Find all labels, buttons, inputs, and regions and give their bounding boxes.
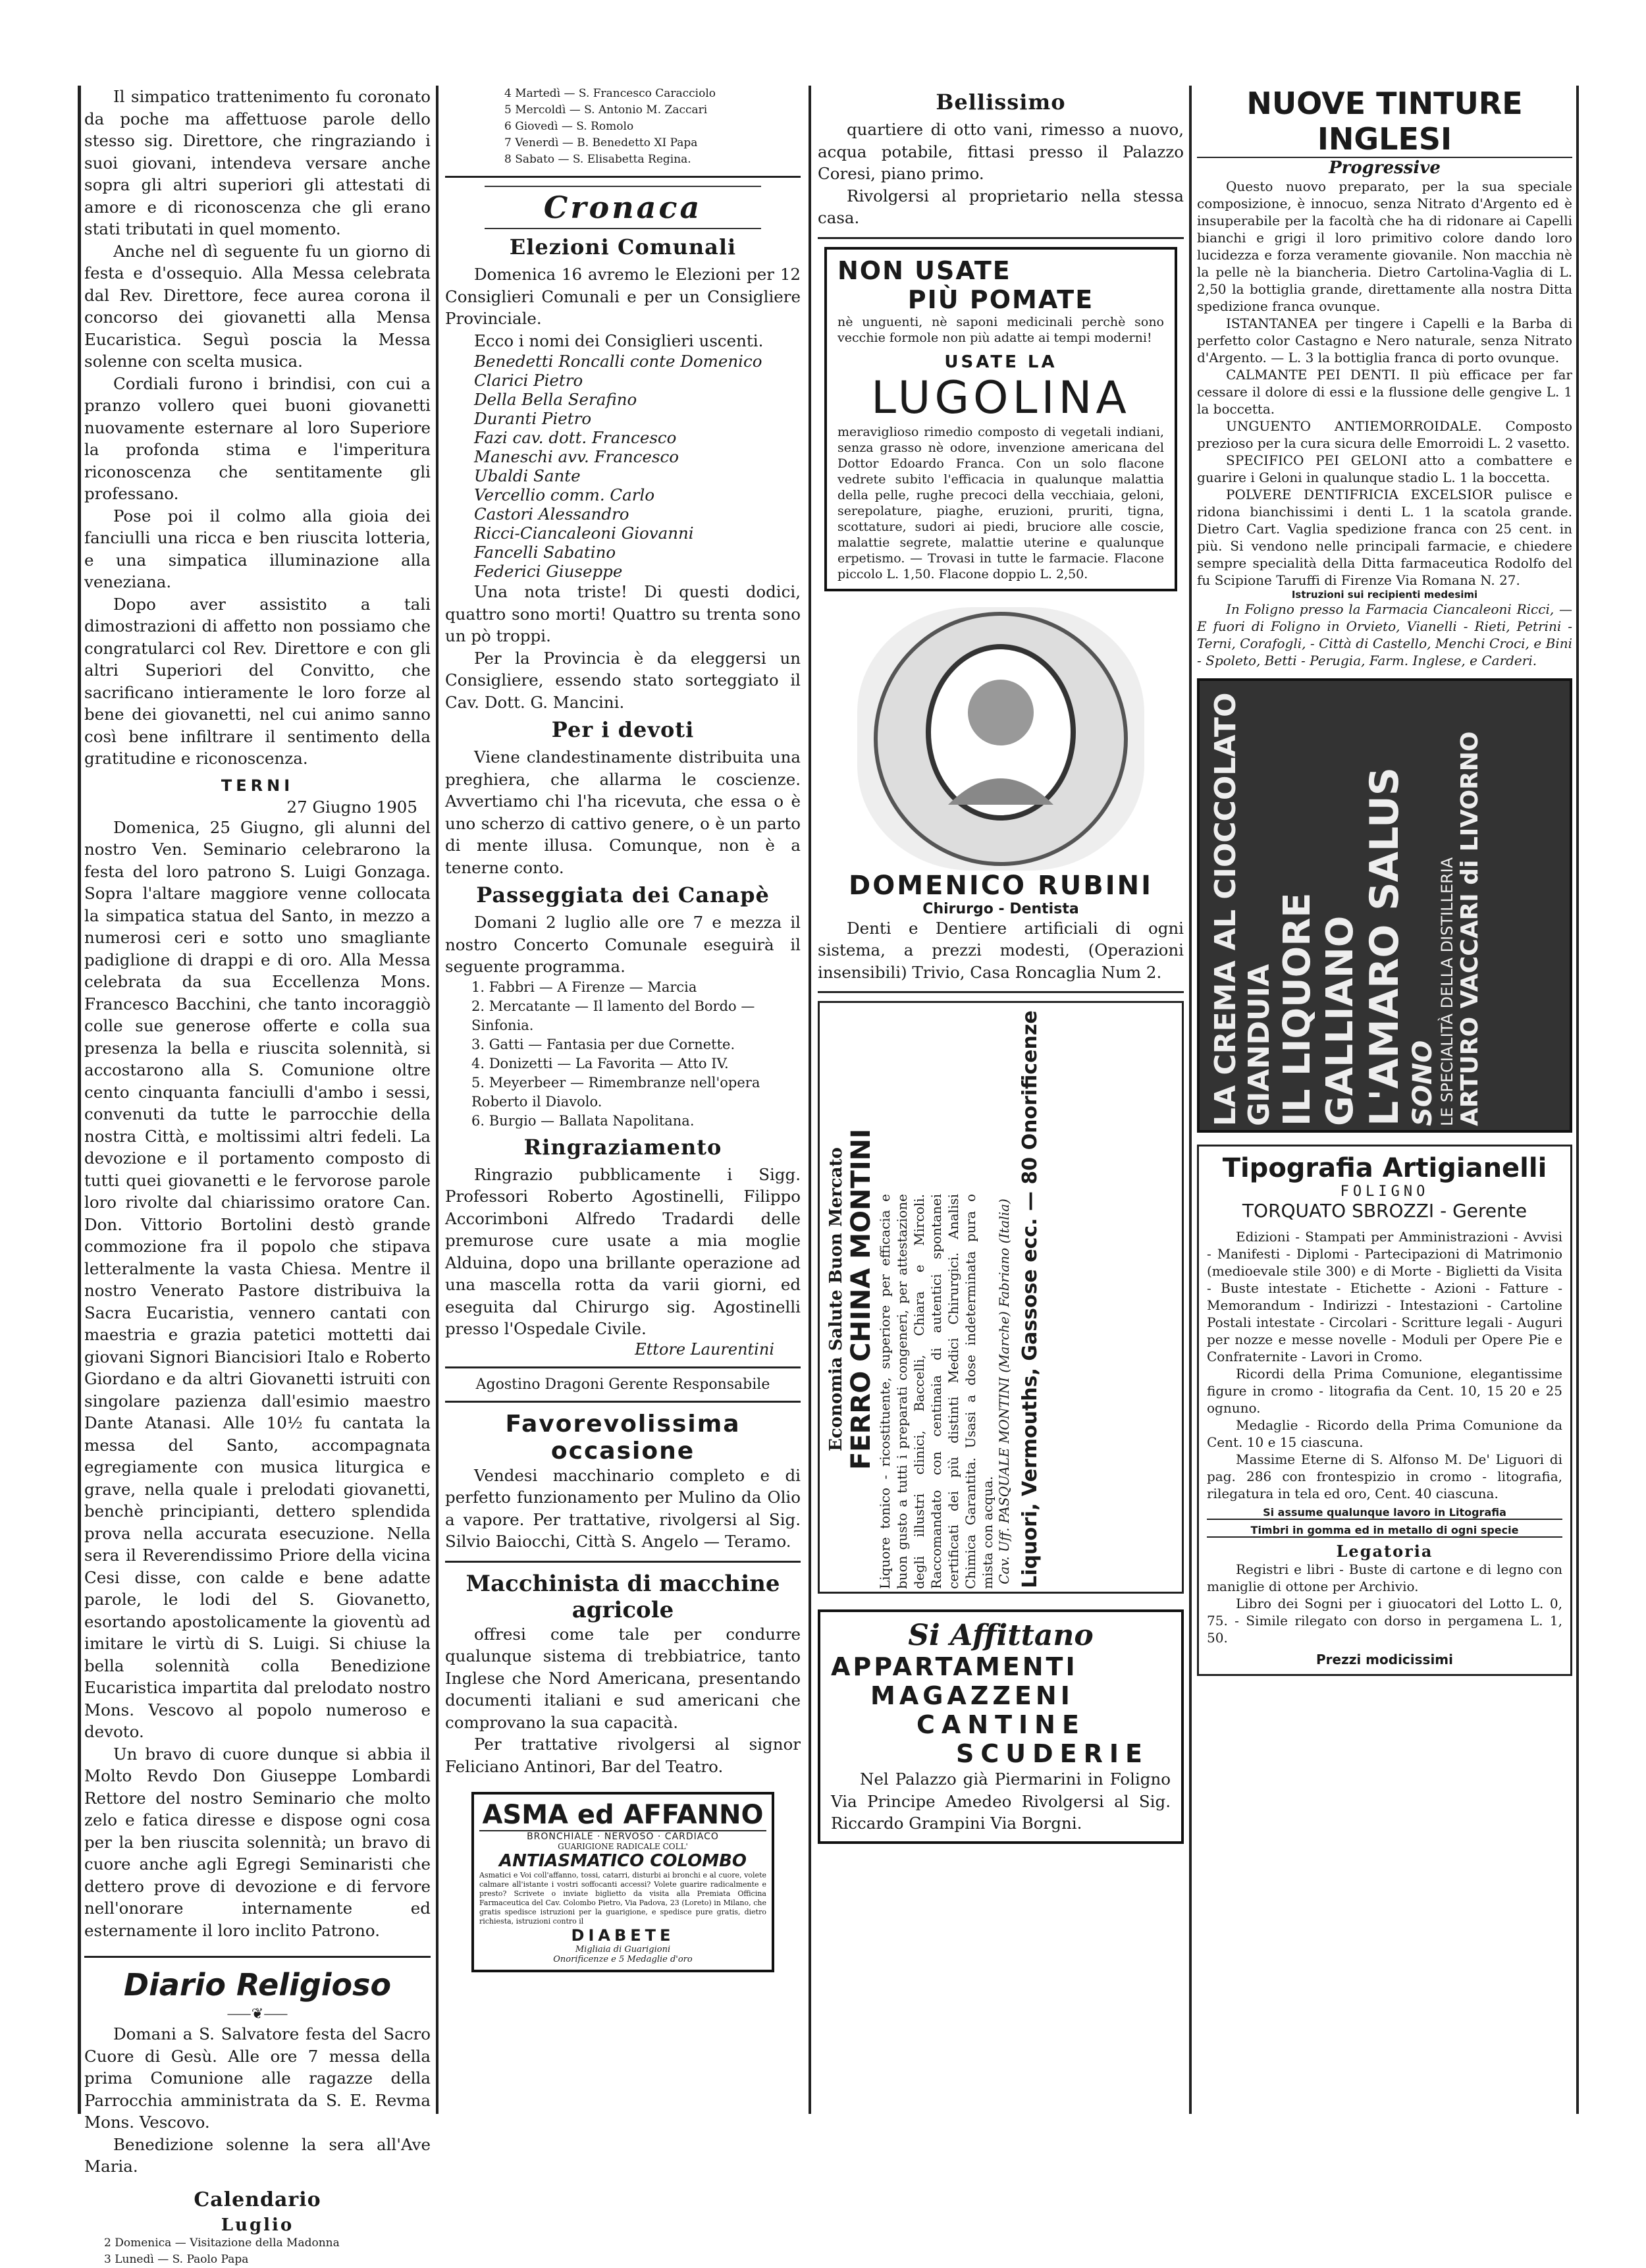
rotated-ad-content [820, 1003, 1186, 1596]
column-1 [84, 86, 431, 2268]
calendar-item: 5 Mercoldì — S. Antonio M. Zaccari [504, 103, 708, 117]
paragraph: Pose poi il colmo alla gioia dei fanciulli una ricca e ben riuscita lotteria, e una simpatica illuminazione alla veneziana. [84, 506, 431, 591]
diario-title: Diario Religioso [123, 1967, 392, 2003]
paragraph: Viene clandestinamente distribuita una preghiera, che allarma le coscienze. Avvertiamo chi l'ha ricevuta, che essa o è uno scherzo di cattivo genere, o è un parto di mente illusa. Comunque, non è a tenerne conto. [445, 747, 801, 877]
list-item: Vercellio comm. Carlo [474, 485, 655, 504]
paragraph: Domenica 16 avremo le Elezioni per 12 Consiglieri Comunali e per un Consigliere Provinciale. [445, 265, 801, 328]
paragraph: Medaglie - Ricordo della Prima Comunione da Cent. 10 e 15 ciascuna. [1207, 1417, 1562, 1450]
list-item: 1. Fabbri — A Firenze — Marcia [471, 979, 697, 995]
ad-line: CANTINE [916, 1710, 1086, 1739]
divider [445, 1366, 801, 1368]
portrait-illustration [857, 607, 1144, 871]
section-title: Passeggiata dei Canapè [476, 882, 770, 907]
list-item: 2. Mercatante — Il lamento del Bordo — Sinfonia. [471, 998, 755, 1033]
ad-line: IL LIQUORE GALLIANO [1276, 892, 1362, 1126]
list-item: Della Bella Serafino [474, 390, 637, 409]
calendar-item: 8 Sabato — S. Elisabetta Regina. [504, 153, 691, 166]
ad-title: PIÙ POMATE [907, 284, 1094, 314]
ad-text: meraviglioso rimedio composto di vegetali indiani, senza grasso nè odore, invenzione americana del Dottor Edoardo Franca. Con un solo flacone vedrete subito l'efficacia in qualunque malattia della pelle, rughe precoci della vecchiaia, geloni, serepolature, piaghe, eruzioni, pruriti, tigna, scottature, sudori ai piedi, bruciore alle coscie, malattie segrete, malattie uterine e qualunque erpetismo. — Trovasi in tutte le farmacie. Flacone piccolo L. 1,50. Flacone doppio L. 2,50. [837, 424, 1164, 581]
paragraph: CALMANTE PEI DENTI. Il più efficace per far cessare il dolore di essi e la flussione delle gengive L. 1 la boccetta. [1197, 367, 1572, 417]
column-rule [78, 86, 81, 2114]
ad-line: L'AMARO SALUS [1362, 767, 1408, 1126]
ad-subtitle: BRONCHIALE · NERVOSO · CARDIACO [527, 1831, 719, 1842]
ad-note: Si assume qualunque lavoro in Litografia [1207, 1506, 1562, 1520]
ad-subtitle: GUARIGIONE RADICALE COLL' [558, 1842, 688, 1851]
paragraph: Benedizione solenne la sera all'Ave Maria. [84, 2134, 431, 2176]
divider [445, 176, 801, 178]
paragraph: Denti e Dentiere artificiali di ogni sistema, a prezzi modesti, (Operazioni insensibili) Trivio, Casa Roncaglia Num 2. [818, 918, 1184, 982]
paragraph: Registri e libri - Buste di cartone e di legno con maniglie di ottone per Archivio. [1207, 1561, 1562, 1594]
signature: Ettore Laurentini [635, 1339, 774, 1359]
paragraph: Ringrazio pubblicamente i Sigg. Professori Roberto Agostinelli, Filippo Accorimboni Alfredo Tradardi delle premurose cure usate a mia moglie Alduina, dopo una brillante operazione ad una mascella rotta da varii giorni, ed eseguita dal Chirurgo sig. Agostinelli presso l'Ospedale Civile. [445, 1164, 801, 1338]
divider [84, 1956, 431, 1958]
ad-title: NON USATE [837, 256, 1011, 285]
calendar-item: 7 Venerdì — B. Benedetto XI Papa [504, 136, 698, 149]
ad-address: Cav. Uff. PASQUALE MONTINI (Marche) Fabriano (Italia) [996, 1199, 1012, 1584]
calendar-title: Calendario [194, 2188, 321, 2211]
list-item: 4. Donizetti — La Favorita — Atto IV. [471, 1055, 729, 1071]
section-title: Per i devoti [551, 717, 695, 742]
calendar-item: 2 Domenica — Visitazione della Madonna [104, 2236, 340, 2250]
ad-line: ARTURO VACCARI di LIVORNO [1456, 731, 1483, 1126]
paragraph: Ricordi della Prima Comunione, elegantissime figure in cromo - litografia da Cent. 10, 15 20 e 25 ognuno. [1207, 1366, 1562, 1416]
ad-subtitle: Chirurgo - Dentista [922, 900, 1079, 917]
paragraph: Una nota triste! Di questi dodici, quattro sono morti! Quattro su trenta sono un pò troppi. [445, 582, 801, 645]
divider [445, 1401, 801, 1403]
paragraph: Domani 2 luglio alle ore 7 e mezza il nostro Concerto Comunale eseguirà il seguente programma. [445, 913, 801, 976]
paragraph: ISTANTANEA per tingere i Capelli e la Barba di perfetto color Castagno e Nero naturale, senza Nitrato d'Argento. — L. 3 la bottiglia franca di porto ovunque. [1197, 315, 1572, 365]
ad-title: Macchinista di macchine agricole [465, 1570, 780, 1623]
ad-line: LE SPECIALITÀ DELLA DISTILLERIA [1438, 857, 1456, 1126]
column-rule [1576, 86, 1579, 2114]
list-item: Federici Giuseppe [474, 562, 623, 581]
ad-footer: Migliaia di Guarigioni [575, 1945, 671, 1955]
paragraph: Per trattative rivolgersi al signor Feliciano Antinori, Bar del Teatro. [445, 1735, 801, 1776]
column-4 [1197, 86, 1572, 1676]
column-3 [818, 86, 1184, 1844]
list-item: Duranti Pietro [474, 409, 592, 428]
list-item: Maneschi avv. Francesco [474, 447, 679, 466]
ad-title: Bellissimo [936, 90, 1066, 115]
ad-footer: Prezzi modicissimi [1315, 1652, 1453, 1667]
paragraph: Il simpatico trattenimento fu coronato da poche ma affettuose parole dello stesso sig. Direttore, che ringraziando i suoi giovani, intendeva versare anche sopra gli altri superiori gli attestati di amore e di riconoscenza che gli erano stati tributati in quel momento. [84, 87, 431, 238]
ad-subtitle: TORQUATO SBROZZI - Gerente [1242, 1200, 1527, 1222]
paragraph: Per la Provincia è da eleggersi un Consigliere, essendo stato sorteggiato il Cav. Dott. G. Mancini. [445, 648, 801, 712]
paragraph: Libro dei Sogni per i giuocatori del Lotto L. 0, 75. - Simile rilegato con dorso in pergamena L. 1, 50. [1207, 1596, 1562, 1646]
ad-product: ANTIASMATICO COLOMBO [498, 1851, 747, 1871]
paragraph: Domani a S. Salvatore festa del Sacro Cuore di Gesù. Alle ore 7 messa della prima Comunione alle ragazze della Parrocchia amministrata da S. E. Revma Mons. Vescovo. [84, 2024, 431, 2132]
ad-title: NUOVE TINTURE INGLESI [1197, 86, 1572, 158]
calendar-list [84, 2235, 431, 2268]
paragraph: In Foligno presso la Farmacia Ciancaleoni Ricci, — E fuori di Foligno in Orvieto, Vianelli - Rieti, Petrini - Terni, Corafogli, - Città di Castello, Menchi Croci, e Bini - Spoleto, Betti - Perugia, Farm. Inglese, e Carderi. [1197, 601, 1572, 668]
ad-line: SONO [1408, 1040, 1438, 1126]
divider [818, 991, 1184, 993]
ad-note: Istruzioni sui recipienti medesimi [1291, 589, 1478, 601]
list-item: 6. Burgio — Ballata Napolitana. [471, 1112, 695, 1129]
ad-product: DIABETE [571, 1926, 675, 1945]
terni-date: 27 Giugno 1905 [286, 797, 417, 817]
montini-ad [818, 1001, 1184, 1594]
list-item: Fancelli Sabatino [474, 543, 616, 562]
calendar-item: 6 Giovedì — S. Romolo [504, 120, 634, 133]
ad-title: FERRO CHINA MONTINI [846, 1128, 876, 1471]
ad-header: Economia Salute Buon Mercato [826, 1147, 846, 1451]
ad-line: MAGAZZENI [870, 1681, 1074, 1710]
ad-title: Si Affittano [908, 1619, 1094, 1652]
cronaca-banner: Cronaca [485, 186, 761, 229]
ad-text: nè unguenti, nè saponi medicinali perchè sono vecchie formole non più adatte ai tempi moderni! [837, 314, 1164, 345]
list-item: Ricci-Ciancaleoni Giovanni [474, 524, 694, 543]
column-rule [809, 86, 811, 2114]
gerente-line: Agostino Dragoni Gerente Responsabile [475, 1376, 770, 1393]
column-2 [445, 86, 801, 1972]
ornament: ⸺❦⸺ [226, 2006, 288, 2022]
paragraph: Edizioni - Stampati per Amministrazioni - Avvisi - Manifesti - Diplomi - Partecipazioni di Matrimonio (medioevale stile 300) e di Morte - Biglietti da Visita - Buste intestate - Etichette - Azioni - Fatture - Memorandum - Indirizzi - Intestazioni - Cartoline Postali intestate - Circolari - Scritture legali - Auguri per nozze e messe novelle - Moduli per Opere Pie e Confraternite - Lavori in Cromo. [1207, 1229, 1562, 1364]
list-item: Castori Alessandro [474, 504, 629, 524]
ad-line: APPARTAMENTI [831, 1652, 1078, 1681]
column-rule [436, 86, 438, 2114]
ad-product: LUGOLINA [871, 371, 1130, 424]
lugolina-ad [824, 247, 1177, 591]
ad-note: Timbri in gomma ed in metallo di ogni specie [1207, 1524, 1562, 1538]
calendar-item: 4 Martedì — S. Francesco Caracciolo [504, 87, 716, 100]
galliano-ad [1197, 678, 1572, 1133]
ad-footer: Liquori, Vermouths, Gassose ecc. — 80 Onorificenze [1019, 1010, 1042, 1588]
paragraph: Un bravo di cuore dunque si abbia il Molto Revdo Don Giuseppe Lombardi Rettore del nostro Seminario che molto zelo e fatica diresse e dispose ogni cosa per la ben riuscita solennità; un bravo di cuore anche agli Egregi Seminaristi che dettero prove di devozione e di fervore nell'onorare internamente ed esternamente il loro inclito Patrono. [84, 1744, 431, 1940]
rotated-ad-content [1200, 681, 1575, 1135]
list-item: Benedetti Roncalli conte Domenico [474, 352, 762, 371]
paragraph: Domenica, 25 Giugno, gli alunni del nostro Ven. Seminario celebrarono la festa del loro patrono S. Luigi Gonzaga. Sopra l'altare maggiore venne collocata la simpatica statua del Santo, in mezzo a numerosi ceri e sotto uno smagliante padiglione di drappi e di oro. Alla Messa celebrata da sua Eccellenza Mons. Francesco Bacchini, che tanto incoraggiò colle sue generose offerte e colla sua presenza la bella e riuscita solennità, si accostarono alla S. Comunione oltre cento cinquanta fanciulli d'ambo i sessi, convenuti da tutte le parrocchie della nostra Città, e moltissimi altri fedeli. La devozione e il portamento composto di tutti quei giovanetti e le fervorose parole loro rivolte dal chiarissimo oratore Can. Don. Vittorio Bortolini destò grande commozione fra il popolo che stipava letteralmente la vasta Chiesa. Mentre il nostro Venerato Pastore distribuiva la Sacra Eucaristia, vennero cantati con maestria e grazia patetici mottetti dai giovani Signori Biancisiori Italo e Roberto Giordano e da altri Giovanetti istruiti con singolare pazienza dall'esimio maestro Dante Atanasi. Alle 10½ fu cantata la messa del Santo, accompagnata egregiamente con musica liturgica e grave, nella quale i prelodati giovanetti, benchè principianti, dettero splendida prova nella accurata esecuzione. Nella sera il Reverendissimo Priore della vicina Cesi disse, con calde e bene adatte parole, le lodi del S. Giovanetto, esortando apostolicamente la gioventù ad imitare le virtù di S. Luigi. Si chiuse la bella solennità colla Benedizione Eucaristica impartita dal prelodato nostro Mons. Vescovo al popolo numeroso e devoto. [84, 817, 431, 1741]
paragraph: Anche nel dì seguente fu un giorno di festa e d'ossequio. Alla Messa celebrata dal Rev. Direttore, fece aurea corona il concorso dei giovanetti alla Mensa Eucaristica. Seguì poscia la Messa solenne con scelta musica. [84, 241, 431, 371]
calendar-month: Luglio [221, 2215, 294, 2235]
list-item: Clarici Pietro [474, 371, 583, 390]
rubini-portrait-image [857, 607, 1144, 871]
ad-title: DOMENICO RUBINI [849, 870, 1153, 901]
paragraph: Vendesi macchinario completo e di perfetto funzionamento per Mulino da Olio a vapore. Per trattative, rivolgersi al Sig. Silvio Baiocchi, Città S. Angelo — Teramo. [445, 1465, 801, 1551]
paragraph: POLVERE DENTIFRICIA EXCELSIOR pulisce e ridona bianchissimi i denti L. 1 la scatola grande. Dietro Cart. Vaglia spedizione franca con 25 cent. in più. Si vendono nelle principali farmacie, e chiedere sempre specialità della Ditta farmaceutica Rodolfo del fu Scipione Taruffi di Firenze Via Romana N. 27. [1197, 487, 1572, 588]
paragraph: Ecco i nomi dei Consiglieri uscenti. [474, 331, 764, 350]
names-list [445, 352, 801, 581]
paragraph: UNGUENTO ANTIEMORROIDALE. Composto prezioso per la cura sicura delle Emorroidi L. 2 vasetto. [1197, 418, 1572, 451]
ad-line: SCUDERIE [956, 1739, 1149, 1768]
calendar-item: 3 Lunedì — S. Paolo Papa [104, 2252, 249, 2266]
section-title: Ringraziamento [523, 1134, 722, 1160]
ad-text: Liquore tonico - ricostituente, superiore per efficacia e buon gusto a tutti i preparati congeneri, per attestazione degli illustri clinici, Baccelli, Chiara e Mircoli. Raccomandato con centinaia di autentici spontanei certificati dei più distinti Medici Chirurgici. Analisi Chimica Garantita. Usasi a dose indeterminata pura o mista con acqua. [877, 1194, 996, 1589]
list-item: 5. Meyerbeer — Rimembranze nell'opera Roberto il Diavolo. [471, 1074, 760, 1110]
ad-subtitle: Progressive [1329, 158, 1441, 178]
paragraph: SPECIFICO PEI GELONI atto a combattere e guarire i Geloni in qualunque stadio L. 1 la boccetta. [1197, 452, 1572, 485]
section-title: Elezioni Comunali [509, 234, 737, 259]
ad-subtitle: FOLIGNO [1340, 1183, 1429, 1200]
ad-title: Tipografia Artigianelli [1222, 1153, 1547, 1183]
ad-title: ASMA ed AFFANNO [479, 1800, 766, 1831]
paragraph: Questo nuovo preparato, per la sua speciale composizione, è innocuo, senza Nitrato d'Argento ed è insuperabile per la facoltà che ha di ridonare ai Capelli bianchi e grigi il loro primitivo colore dando loro lucidezza e forza veramente giovanile. Non macchia nè la pelle nè la biancheria. Dietro Cartolina-Vaglia di L. 2,50 la bottiglia grande, direttamente alla nostra Ditta spedizione franca ovunque. [1197, 178, 1572, 314]
ad-line: LA CREMA AL CIOCCOLATO GIANDUIA [1209, 692, 1276, 1126]
asma-ad [471, 1792, 774, 1972]
paragraph: Rivolgersi al proprietario nella stessa casa. [818, 186, 1184, 227]
list-item: Ubaldi Sante [474, 466, 581, 485]
paragraph: Massime Eterne di S. Alfonso M. De' Liguori di pag. 286 con frontespizio in cromo - litografia, rilegatura in tela ed oro, Cent. 40 ciascuna. [1207, 1451, 1562, 1501]
divider [818, 237, 1184, 239]
paragraph: Nel Palazzo già Piermarini in Foligno Via Principe Amedeo Rivolgersi al Sig. Riccardo Grampini Via Borgni. [831, 1769, 1171, 1833]
list-item: 3. Gatti — Fantasia per due Cornette. [471, 1036, 735, 1052]
paragraph: Cordiali furono i brindisi, con cui a pranzo vollero quei buoni giovanetti nuovamente esternare al loro Superiore la profonda stima e l'imperitura riconoscenza che sentitamente gli professano. [84, 373, 431, 503]
ad-footer: Onorificenze e 5 Medaglie d'oro [553, 1955, 693, 1964]
ad-text: Asmatici e Voi coll'affanno, tossi, catarri, disturbi ai bronchi e al cuore, volete calmare all'istante i vostri soffocanti accessi? Volete guarire radicalmente e presto? Scrivete o inviate biglietto da visita alla Premiata Officina Farmaceutica del Cav. Colombo Pietro, Via Padova, 23 (Loreto) in Milano, che gratis spedisce istruzioni per la guarigione, e spedisce pure gratis, dietro richiesta, istruzioni contro il [479, 1871, 766, 1926]
list-item: Fazi cav. dott. Francesco [474, 428, 677, 447]
divider [445, 1561, 801, 1563]
paragraph: offresi come tale per condurre qualunque sistema di trebbiatrice, tanto Inglese che Nord Americana, presentando documenti italiani e sud americani che comprovano la sua capacità. [445, 1624, 801, 1732]
affittano-ad [818, 1609, 1184, 1844]
paragraph: Dopo aver assistito a tali dimostrazioni di affetto non possiamo che congratularci col Rev. Direttore e con gli altri Superiori del Convitto, che sacrificano intieramente le loro forze al bene dei giovanetti, nel cui animo sanno così bene infiltrare il sentimento della gratitudine e riconoscenza. [84, 594, 431, 768]
program-list [445, 978, 801, 1131]
ad-title: Favorevolissima occasione [505, 1410, 741, 1465]
ad-subtitle: USATE LA [944, 352, 1057, 372]
ad-subtitle: Legatoria [1336, 1542, 1433, 1561]
column-rule [1189, 86, 1192, 2114]
calendar-list [445, 86, 801, 168]
terni-heading: TERNI [221, 776, 294, 795]
tipografia-ad [1197, 1145, 1572, 1676]
paragraph: quartiere di otto vani, rimesso a nuovo, acqua potabile, fittasi presso il Palazzo Coresi, piano primo. [818, 120, 1184, 183]
